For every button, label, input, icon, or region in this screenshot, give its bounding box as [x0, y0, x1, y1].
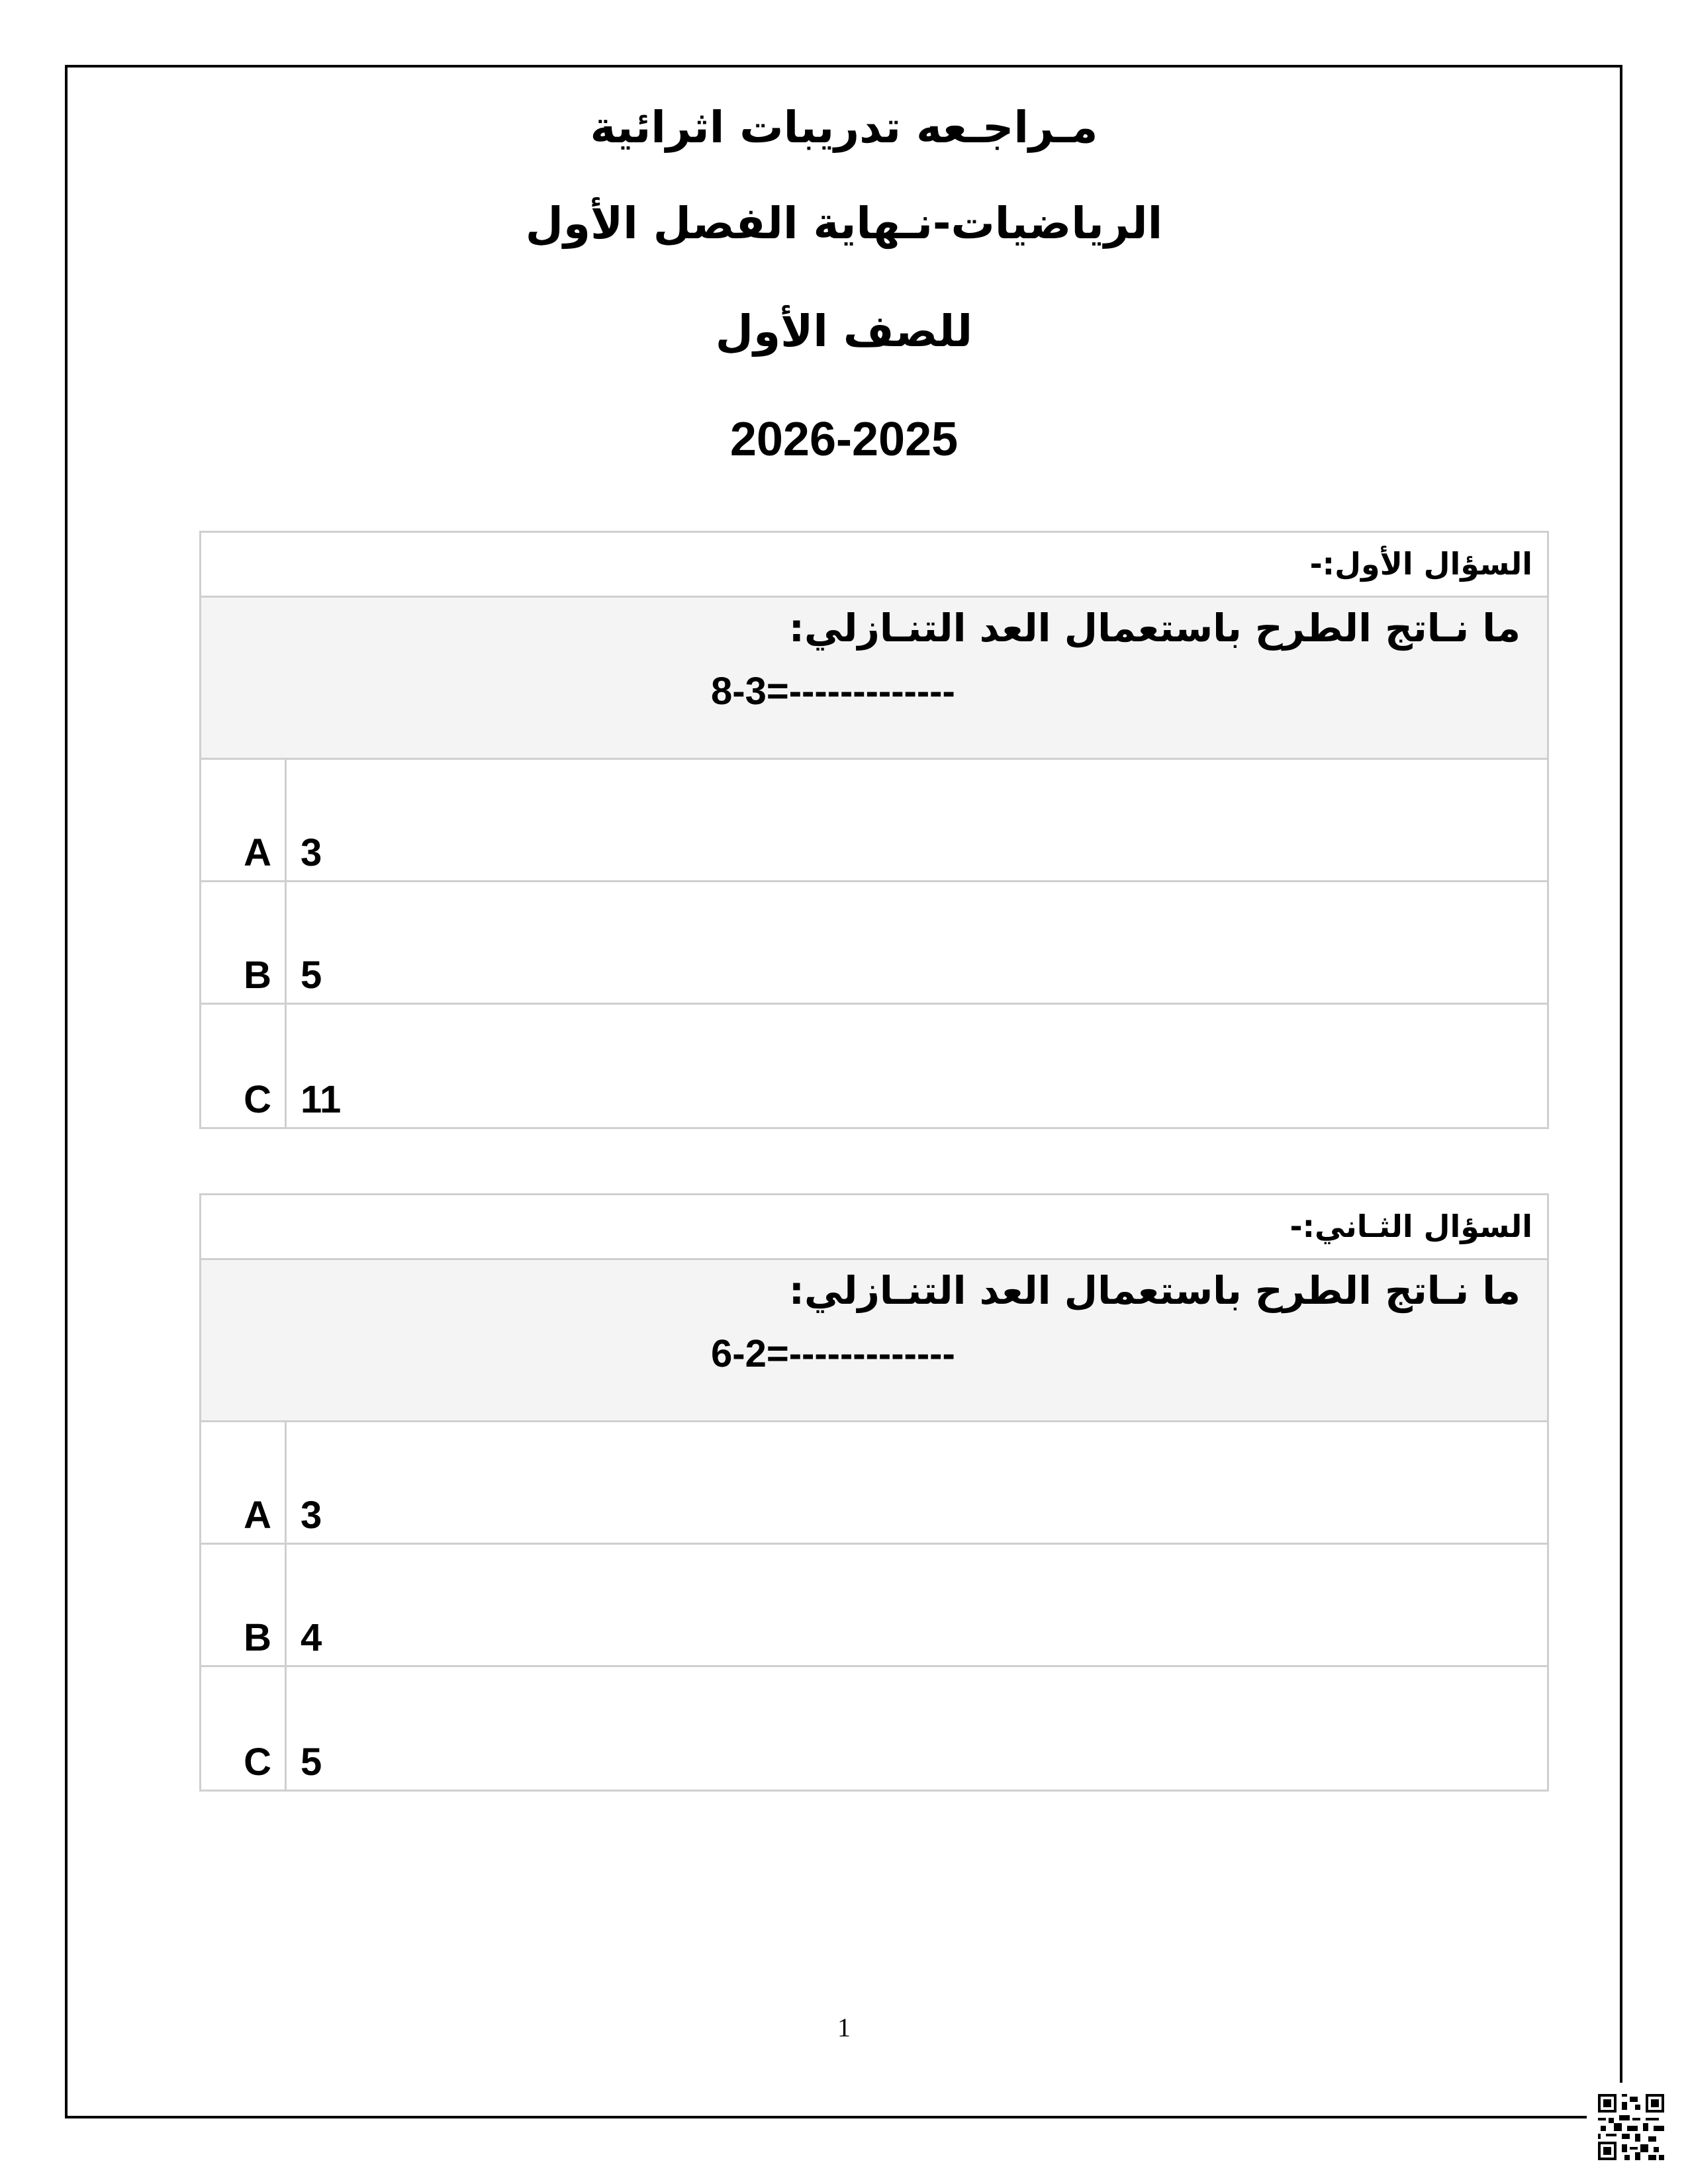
frame-bottom [65, 2116, 1587, 2118]
option-letter: C [244, 1078, 271, 1121]
option-letter: C [244, 1741, 271, 1784]
title-line1: مـراجـعه تدريبات اثرائية [590, 102, 1098, 153]
option-letter-cell [201, 1422, 287, 1543]
option-value: 11 [301, 1078, 342, 1121]
question-2-table [199, 1193, 1549, 1792]
question-label: السؤال الأول:- [1309, 546, 1532, 582]
question-1-header [201, 533, 1547, 598]
option-letter-cell [201, 1667, 287, 1790]
option-letter-cell [201, 882, 287, 1003]
option-letter: B [244, 1616, 271, 1659]
option-letter: B [244, 954, 271, 997]
question-2-body [201, 1260, 1547, 1422]
option-letter: A [244, 1494, 271, 1537]
option-row[interactable] [201, 1667, 1547, 1790]
title-line3: للصف الأول [715, 306, 973, 357]
title-year: 2026-2025 [729, 413, 959, 466]
frame-right [1620, 65, 1622, 2083]
option-letter-cell [201, 1005, 287, 1127]
option-value: 3 [301, 831, 322, 874]
option-row[interactable] [201, 1005, 1547, 1127]
option-value: 4 [301, 1616, 322, 1659]
option-row[interactable] [201, 882, 1547, 1005]
question-equation: 8-3=------------- [711, 670, 955, 713]
question-text: ما نـاتج الطرح باستعمال العد التنـازلي: [788, 1268, 1521, 1313]
page-number: 1 [837, 2013, 851, 2042]
option-letter: A [244, 831, 271, 874]
option-letter-cell [201, 1545, 287, 1665]
option-value: 3 [301, 1494, 322, 1537]
option-value: 5 [301, 954, 322, 997]
option-row[interactable] [201, 1422, 1547, 1545]
frame-top [66, 65, 1622, 68]
frame-left [65, 65, 68, 2118]
question-1-body [201, 598, 1547, 760]
qr-code-icon [1598, 2094, 1664, 2160]
title-line2: الرياضيات-نـهاية الفصل الأول [525, 198, 1163, 249]
question-1-table [199, 531, 1549, 1129]
question-2-header [201, 1195, 1547, 1260]
option-row[interactable] [201, 1545, 1547, 1667]
option-letter-cell [201, 760, 287, 880]
question-text: ما نـاتج الطرح باستعمال العد التنـازلي: [788, 606, 1521, 651]
option-value: 5 [301, 1741, 322, 1784]
question-label: السؤال الثـاني:- [1289, 1208, 1532, 1244]
option-row[interactable] [201, 760, 1547, 882]
question-equation: 6-2=------------- [711, 1332, 955, 1375]
